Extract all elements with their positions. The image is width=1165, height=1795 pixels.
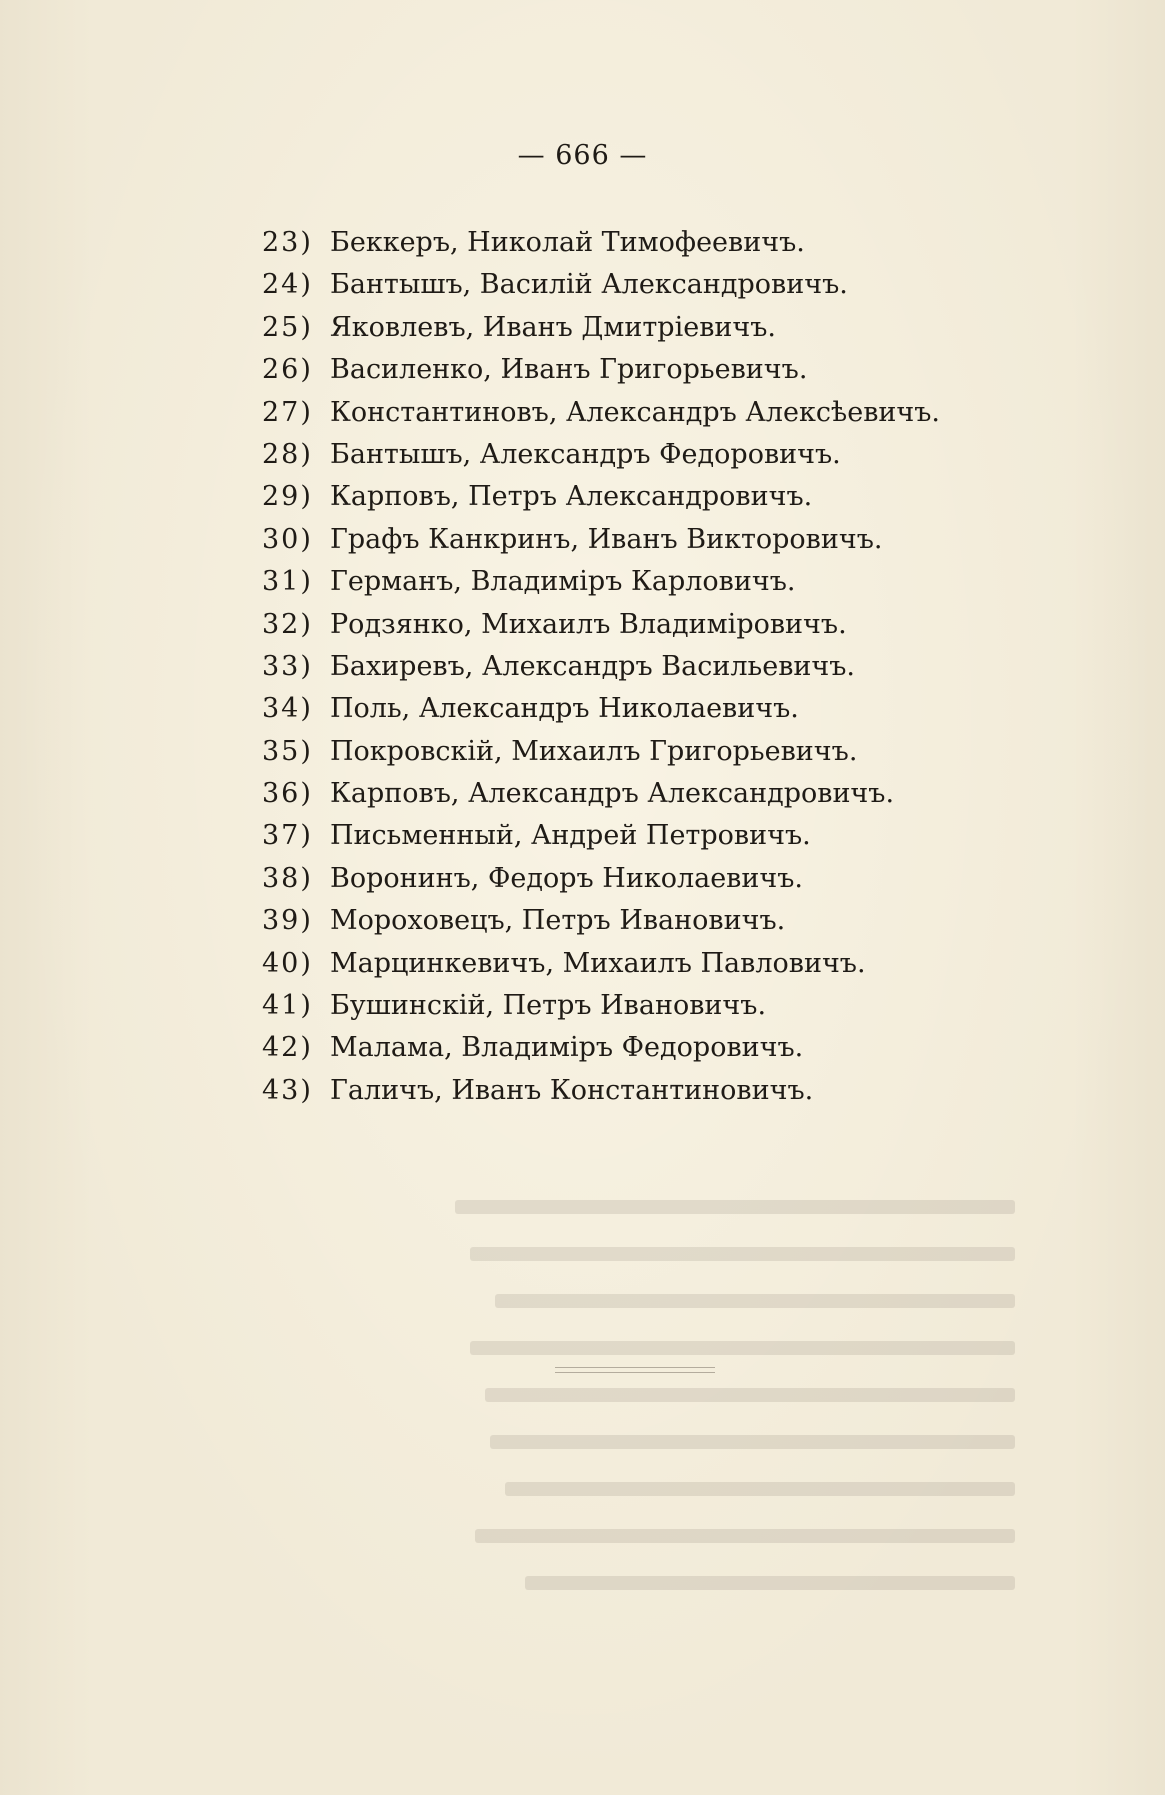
entry-name: Письменный, Андрей Петровичъ.: [330, 820, 811, 852]
list-item: [262, 815, 940, 857]
entry-name: Графъ Канкринъ, Иванъ Викторовичъ.: [330, 523, 883, 555]
entry-number: 43): [262, 1074, 313, 1106]
entry-name: Беккеръ, Николай Тимофеевичъ.: [330, 227, 805, 258]
entry-number: 40): [262, 947, 313, 979]
entry-number: 29): [262, 481, 313, 513]
entry-name: Мороховецъ, Петръ Ивановичъ.: [330, 905, 786, 937]
name-list: [262, 222, 940, 1112]
list-item: [262, 434, 940, 476]
list-item: [262, 1027, 940, 1069]
entry-name: Воронинъ, Федоръ Николаевичъ.: [330, 862, 803, 894]
list-item: [262, 1070, 940, 1112]
list-item: [262, 392, 940, 434]
entry-number: 35): [262, 735, 313, 767]
entry-number: 24): [262, 269, 313, 301]
list-item: [262, 519, 940, 561]
list-item: [262, 646, 940, 688]
entry-name: Бантышъ, Александръ Федоровичъ.: [330, 438, 841, 470]
entry-number: 42): [262, 1032, 313, 1064]
list-item: [262, 900, 940, 942]
list-item: [262, 985, 940, 1027]
entry-number: 33): [262, 650, 313, 682]
entry-name: Василенко, Иванъ Григорьевичъ.: [330, 354, 808, 386]
entry-name: Покровскій, Михаилъ Григорьевичъ.: [330, 735, 858, 767]
list-item: [262, 858, 940, 900]
list-item: [262, 349, 940, 391]
entry-number: 38): [262, 862, 313, 894]
entry-number: 27): [262, 396, 313, 428]
entry-number: 30): [262, 523, 313, 555]
page-number: — 666 —: [517, 140, 648, 171]
entry-name: Галичъ, Иванъ Константиновичъ.: [330, 1074, 814, 1106]
list-item: [262, 264, 940, 306]
entry-name: Германъ, Владиміръ Карловичъ.: [330, 566, 796, 598]
list-item: [262, 773, 940, 815]
entry-number: 34): [262, 693, 313, 725]
entry-number: 31): [262, 566, 313, 598]
entry-number: 23): [262, 227, 313, 258]
list-item: [262, 561, 940, 603]
entry-name: Карповъ, Александръ Александровичъ.: [330, 778, 895, 810]
list-item: [262, 943, 940, 985]
list-item: [262, 688, 940, 730]
list-item: [262, 476, 940, 518]
entry-number: 36): [262, 778, 313, 810]
entry-name: Малама, Владиміръ Федоровичъ.: [330, 1032, 804, 1064]
list-item: [262, 731, 940, 773]
entry-name: Бантышъ, Василій Александровичъ.: [330, 269, 848, 301]
entry-name: Родзянко, Михаилъ Владиміровичъ.: [330, 608, 847, 640]
list-item: [262, 307, 940, 349]
entry-name: Поль, Александръ Николаевичъ.: [330, 693, 799, 725]
entry-name: Бушинскій, Петръ Ивановичъ.: [330, 990, 767, 1022]
list-item: [262, 604, 940, 646]
entry-name: Карповъ, Петръ Александровичъ.: [330, 481, 813, 513]
entry-number: 37): [262, 820, 313, 852]
entry-number: 41): [262, 990, 313, 1022]
entry-number: 39): [262, 905, 313, 937]
entry-number: 26): [262, 354, 313, 386]
entry-number: 25): [262, 311, 313, 343]
double-rule-divider: [555, 1367, 715, 1373]
entry-number: 28): [262, 438, 313, 470]
entry-number: 32): [262, 608, 313, 640]
list-item: [262, 222, 940, 264]
entry-name: Марцинкевичъ, Михаилъ Павловичъ.: [330, 947, 866, 979]
entry-name: Бахиревъ, Александръ Васильевичъ.: [330, 650, 855, 682]
entry-name: Яковлевъ, Иванъ Дмитріевичъ.: [330, 311, 777, 343]
entry-name: Константиновъ, Александръ Алексѣевичъ.: [330, 396, 941, 428]
